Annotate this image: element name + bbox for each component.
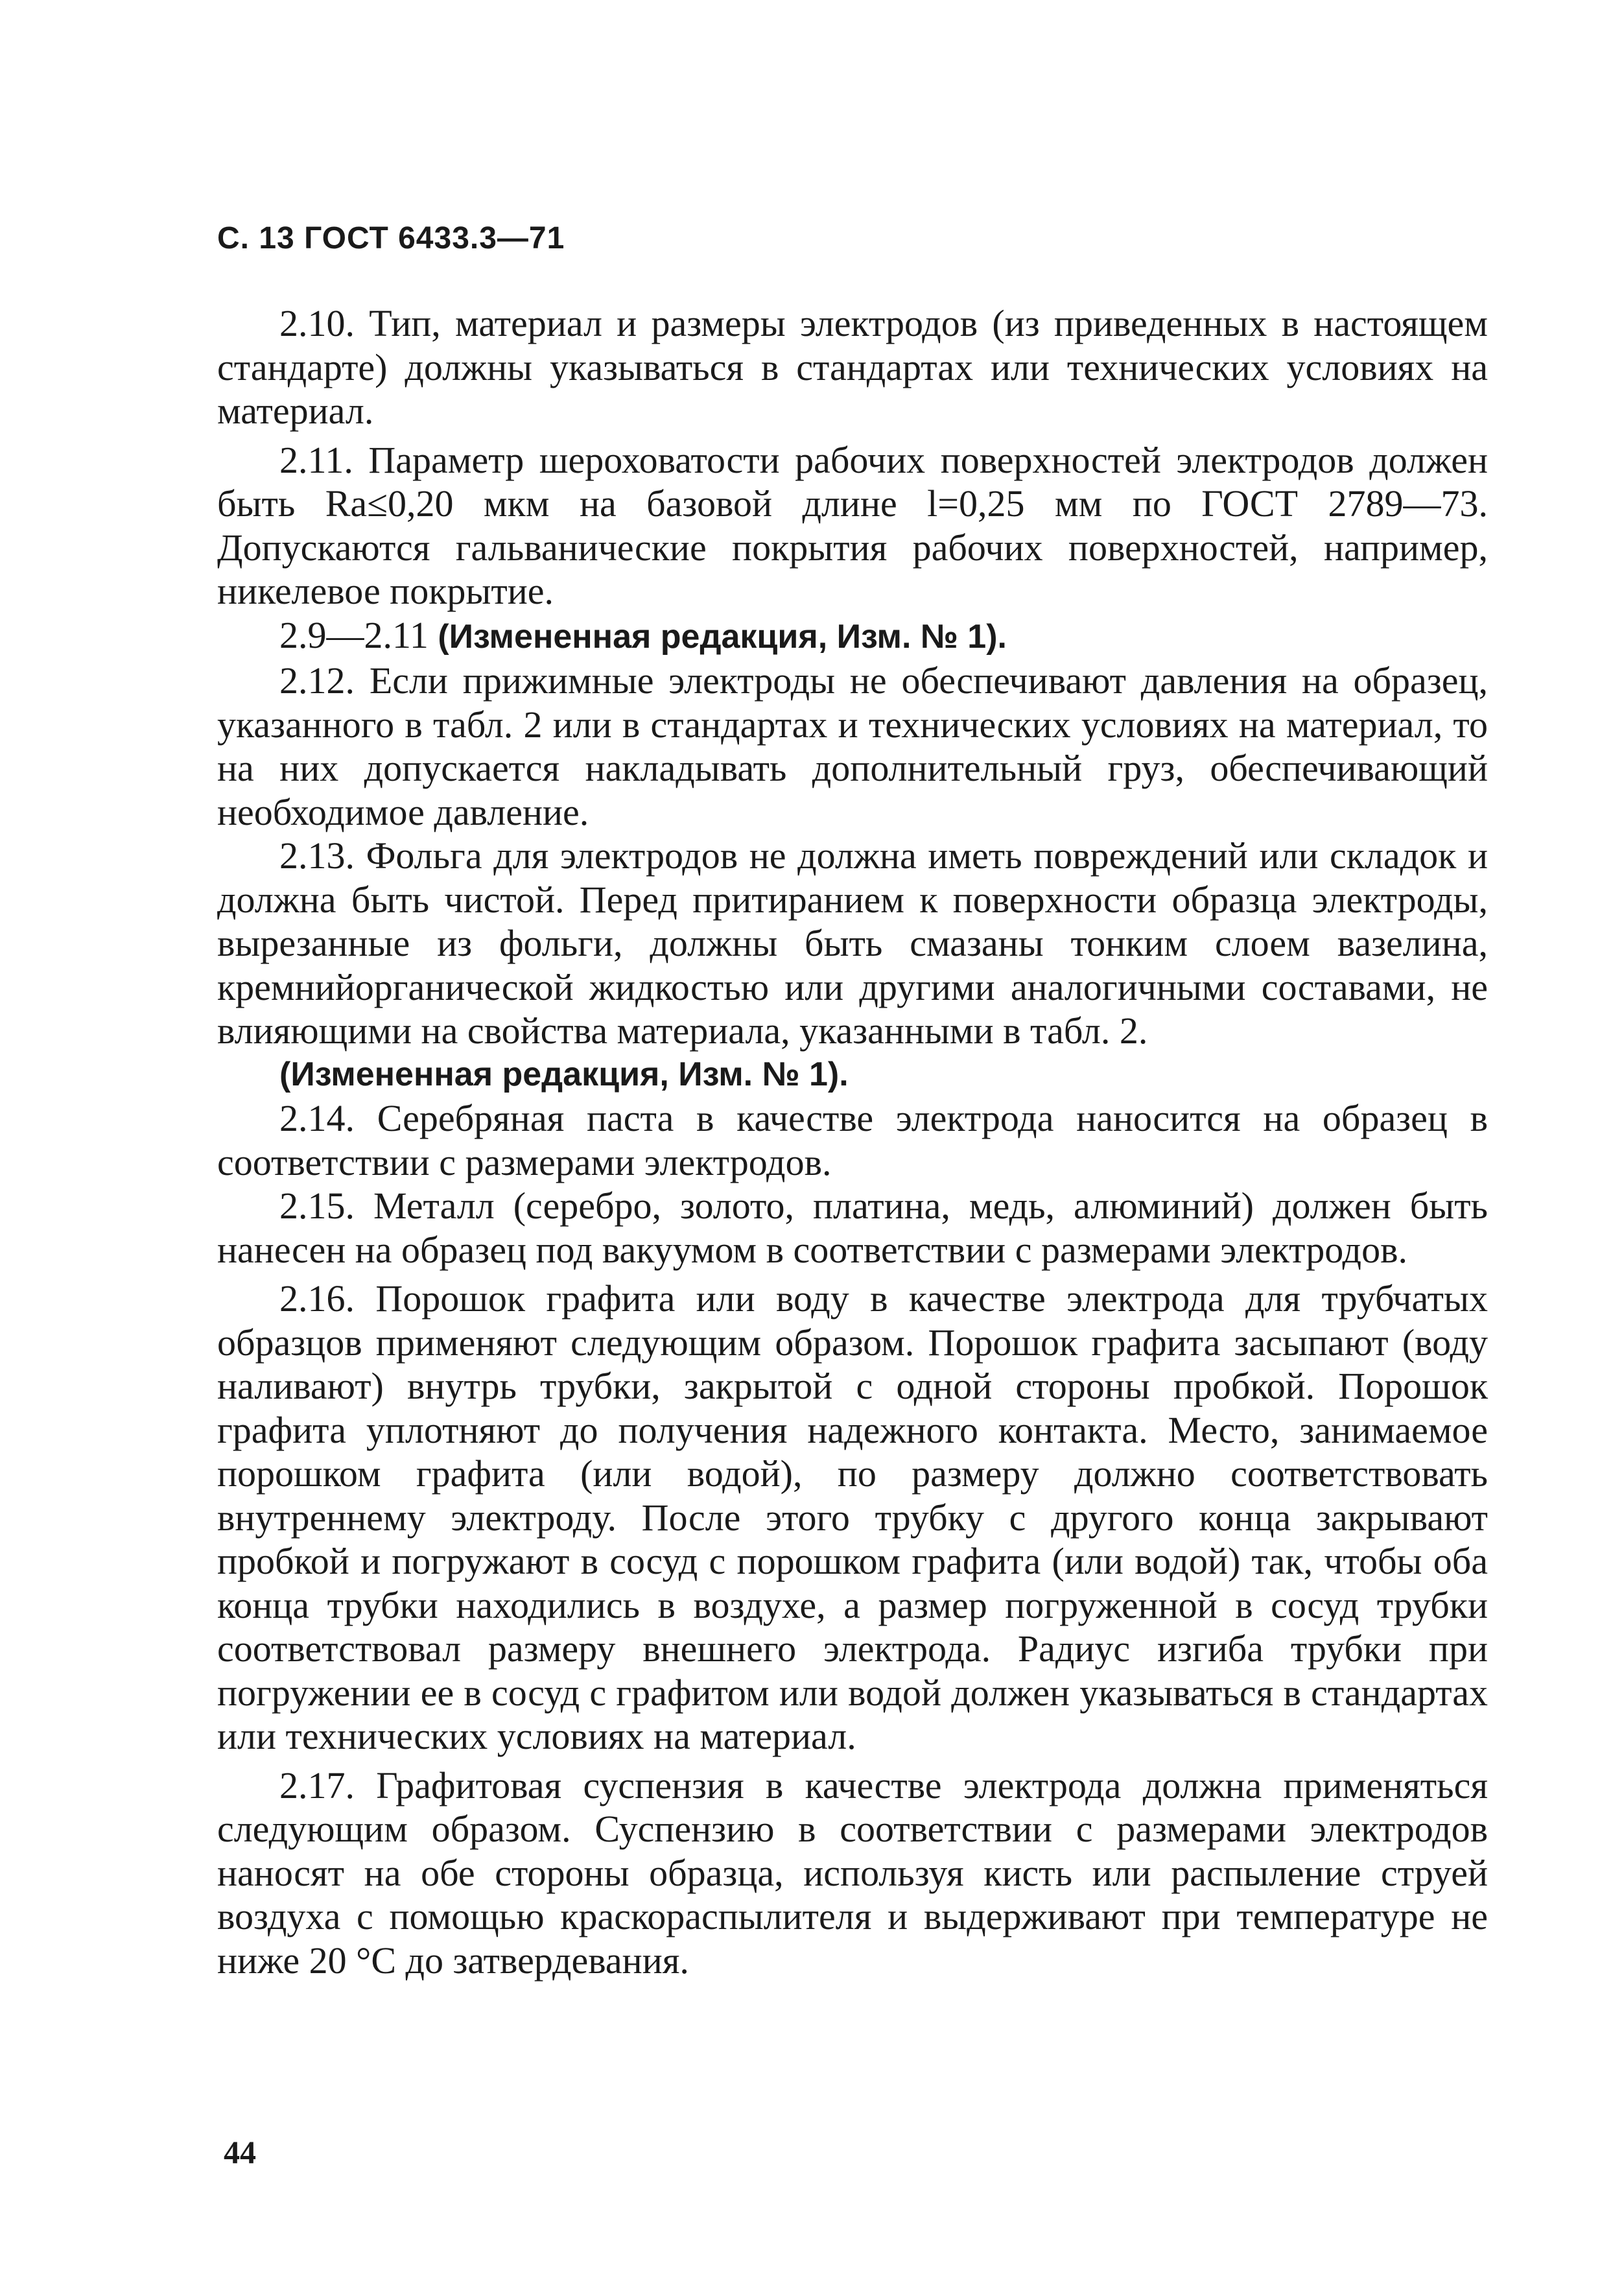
paragraph-2-13: 2.13. Фольга для электродов не должна иметь повреждений или складок и должна быть чистой. Перед притиранием к поверхности образца электроды, вырезанные из фольги, должны быть смазаны тонким слоем вазелина, кремнийорганической жидкостью или другими аналогичными составами, не влияющими на свойства материала, указанными в табл. 2. <box>217 835 1488 1052</box>
document-body <box>217 302 1488 1982</box>
paragraph-2-17: 2.17. Графитовая суспензия в качестве электрода должна применяться следующим образом. Суспензию в соответствии с размерами электродов наносят на обе стороны образца, используя кисть или распыление струей воздуха с помощью краскораспылителя и выдерживают при температуре не ниже 20 °С до затвердевания. <box>217 1764 1488 1982</box>
amendment-note-range: 2.9—2.11 <box>279 613 429 656</box>
running-header: С. 13 ГОСТ 6433.3—71 <box>217 221 565 255</box>
paragraph-2-14: 2.14. Серебряная паста в качестве электрода наносится на образец в соответствии с размерами электродов. <box>217 1097 1488 1183</box>
amendment-note-2-9-2-11 <box>217 613 1488 659</box>
paragraph-2-15: 2.15. Металл (серебро, золото, платина, медь, алюминий) должен быть нанесен на образец под вакуумом в соответствии с размерами электродов. <box>217 1185 1488 1271</box>
amendment-note-2-13: (Измененная редакция, Изм. № 1). <box>279 1055 849 1093</box>
paragraph-2-12: 2.12. Если прижимные электроды не обеспечивают давления на образец, указанного в табл. 2 или в стандартах и технических условиях на материал, то на них допускается накладывать дополнительный груз, обеспечивающий необходимое давление. <box>217 659 1488 833</box>
paragraph-2-16: 2.16. Порошок графита или воду в качестве электрода для трубчатых образцов применяют следующим образом. Порошок графита засыпают (воду наливают) внутрь трубки, закрытой с одной стороны пробкой. Порошок графита уплотняют до получения надежного контакта. Место, занимаемое порошком графита (или водой), по размеру должно соответствовать внутреннему электроду. После этого трубку с другого конца закрывают пробкой и погружают в сосуд с порошком графита (или водой) так, чтобы оба конца трубки находились в воздухе, а размер погруженной в сосуд трубки соответствовал размеру внешнего электрода. Радиус изгиба трубки при погружении ее в сосуд с графитом или водой должен указываться в стандартах или технических условиях на материал. <box>217 1277 1488 1757</box>
page-number: 44 <box>224 2134 256 2170</box>
paragraph-2-10: 2.10. Тип, материал и размеры электродов (из приведенных в настоящем стандарте) должны указываться в стандартах или технических условиях на материал. <box>217 302 1488 432</box>
paragraph-2-11: 2.11. Параметр шероховатости рабочих поверхностей электродов должен быть Ra≤0,20 мкм на базовой длине l=0,25 мм по ГОСТ 2789—73. Допускаются гальванические покрытия рабочих поверхностей, например, никелевое покрытие. <box>217 438 1488 612</box>
amendment-note-text: (Измененная редакция, Изм. № 1). <box>438 617 1007 656</box>
